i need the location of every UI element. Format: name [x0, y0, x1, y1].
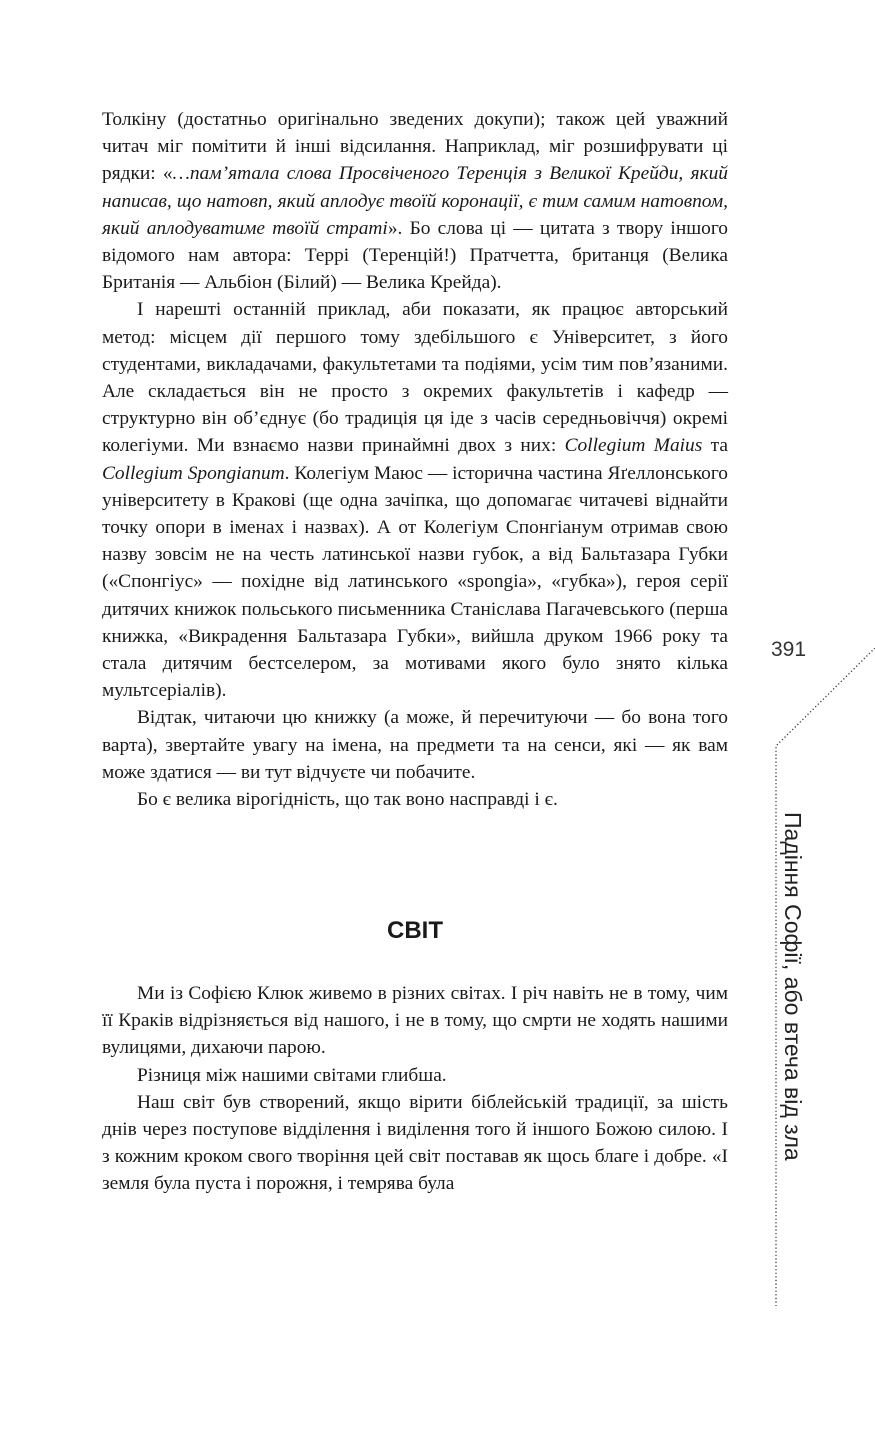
text-run: Бо є велика вірогідність, що так воно насправді і є. [137, 789, 558, 811]
text-run: та [702, 435, 728, 457]
italic-text: Collegium Maius [564, 435, 703, 457]
paragraph [102, 1062, 728, 1089]
paragraph [102, 786, 728, 813]
page-number: 391 [771, 638, 807, 661]
running-title [776, 812, 816, 1452]
section-text [102, 980, 728, 1198]
text-run: Різниця між нашими світами глибша. [137, 1064, 447, 1086]
paragraph [102, 980, 728, 1062]
italic-text: Collegium Spongianum [102, 462, 285, 484]
paragraph [102, 296, 728, 704]
text-run: Толкіну (достатньо оригінально зведених докупи); також цей уважний читач міг помітити й інші відсилання. Наприклад, міг розшифрувати ці рядки: « [102, 109, 728, 185]
text-run: І нарешті останній приклад, аби показати, як працює авторський метод: місцем дії першого тому здебільшого є Університет, з його студентами, викладачами, факультетами та подіями, усім тим пов’язаними. Але складається він не просто з окремих факультетів і кафедр — структурно він об’єднує (бо традиція ця іде з часів середньовіччя) окремі колегіуми. Ми взнаємо назви принаймні двох з них: [102, 299, 728, 457]
body-text [102, 106, 728, 813]
text-run: Відтак, читаючи цю книжку (а може, й перечитуючи — бо вона того варта), звертайте увагу на імена, на предмети та на сенси, які — як вам може здатися — ви тут відчуєте чи побачите. [102, 707, 728, 783]
paragraph [102, 1089, 728, 1198]
text-run: Ми із Софією Клюк живемо в різних світах. І річ навіть не в тому, чим її Краків відрізняється від нашого, і не в тому, що смрти не ходять нашими вулицями, дихаючи парою. [102, 983, 728, 1059]
text-run: . Колегіум Маюс — історична частина Яґеллонського університету в Кракові (ще одна зачіпка, що допомагає читачеві віднайти точку опори в іменах і назвах). А от Колегіум Спонгіанум отримав свою назву зовсім не на честь латинської назви губок, а від Бальтазара Губки («Спонгіус» — похідне від латинського «spongia», «губка»), героя серії дитячих книжок польського письменника Станіслава Пагачевського (перша книжка, «Викрадення Бальтазара Губки», вийшла друком 1966 року та стала дитячим бестселером, за мотивами якого було знято кілька мультсеріалів). [102, 462, 729, 702]
paragraph [102, 106, 728, 296]
text-run: ». Бо слова ці — цитата з твору іншого відомого нам автора: Террі (Теренцій!) Пратчетта, британця (Велика Британія — Альбіон (Білий) — Велика Крейда). [102, 217, 728, 294]
section-title: СВІТ [387, 917, 443, 944]
paragraph [102, 704, 728, 786]
text-run: Наш світ був створений, якщо вірити біблейській традиції, за шість днів через поступове відділення і виділення того й іншого Божою силою. І з кожним кроком свого творіння цей світ поставав як щось благе і добре. «І земля була пуста і порожня, і темрява була [102, 1091, 728, 1195]
running-title-text: Падіння Софії, або втеча від зла [780, 812, 806, 1161]
italic-text: …пам’ятала слова Просвіченого Теренція з Великої Крейди, який написав, що натовп, який аплодує твоїй коронації, є тим самим натовпом, який аплодуватиме твоїй страті [102, 163, 728, 239]
